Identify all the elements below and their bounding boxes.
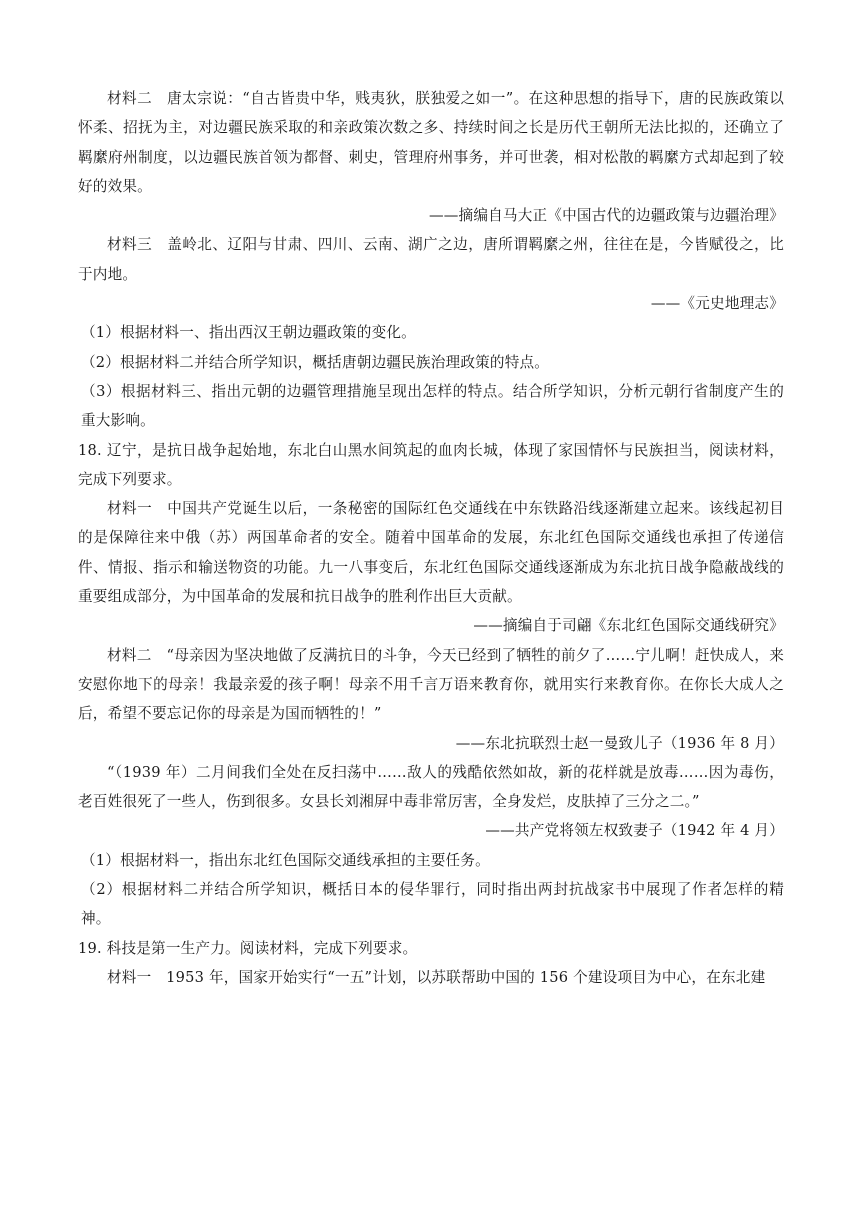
question-item: （2）根据材料二并结合所学知识，概括唐朝边疆民族治理政策的特点。 [81,353,550,371]
material-paragraph: 材料一 1953 年，国家开始实行“一五”计划，以苏联帮助中国的 156 个建设项目为中心，在东北建 [107,968,766,986]
question-item: （3）根据材料三、指出元朝的边疆管理措施呈现出怎样的特点。结合所学知识，分析元朝行省制度产生的重大影响。 [81,382,784,430]
question-item: （2）根据材料二并结合所学知识，概括日本的侵华罪行，同时指出两封抗战家书中展现了作者怎样的精神。 [81,881,784,928]
material-paragraph: 材料二 唐太宗说：“自古皆贵中华，贱夷狄，朕独爱之如一”。在这种思想的指导下，唐的民族政策以怀柔、招抚为主，对边疆民族采取的和亲政策次数之多、持续时间之长是历代王朝所无法比拟的，还确立了羁縻府州制度，以边疆民族首领为都督、刺史，管理府州事务，并可世袭，相对松散的羁縻方式却起到了较好的效果。 [78,90,784,195]
question-number-item: 18. 辽宁，是抗日战争起始地，东北白山黑水间筑起的血肉长城，体现了家国情怀与民族担当，阅读材料，完成下列要求。 [78,441,784,488]
source-citation: ——摘编自马大正《中国古代的边疆政策与边疆治理》 [428,207,784,225]
material-paragraph: “（1939 年）二月间我们全处在反扫荡中……敌人的残酷依然如故，新的花样就是放毒……因为毒伤，老百姓很死了一些人，伤到很多。女县长刘湘屏中毒非常厉害，全身发烂，皮肤掉了三分之二。” [78,763,784,811]
question-number-item: 19. 科技是第一生产力。阅读材料，完成下列要求。 [78,939,418,957]
question-item: （1）根据材料一，指出东北红色国际交通线承担的主要任务。 [81,851,490,869]
source-citation: ——摘编自于司翩《东北红色国际交通线研究》 [473,617,784,635]
document-page [78,84,784,992]
question-item: （1）根据材料一、指出西汉王朝边疆政策的变化。 [81,324,416,342]
source-citation: ——《元史地理志》 [650,295,784,313]
material-paragraph: 材料二 “母亲因为坚决地做了反满抗日的斗争，今天已经到了牺牲的前夕了……宁儿啊！赶快成人，来安慰你地下的母亲！我最亲爱的孩子啊！母亲不用千言万语来教育你，就用实行来教育你。在你长大成人之后，希望不要忘记你的母亲是为国而牺牲的！” [78,646,784,723]
source-citation: ——东北抗联烈士赵一曼致儿子（1936 年 8 月） [455,734,784,752]
material-paragraph: 材料三 盖岭北、辽阳与甘肃、四川、云南、湖广之边，唐所谓羁縻之州，往往在是，今皆赋役之，比于内地。 [78,236,784,283]
material-paragraph: 材料一 中国共产党诞生以后，一条秘密的国际红色交通线在中东铁路沿线逐渐建立起来。该线起初目的是保障往来中俄（苏）两国革命者的安全。随着中国革命的发展，东北红色国际交通线也承担了传递信件、情报、指示和输送物资的功能。九一八事变后，东北红色国际交通线逐渐成为东北抗日战争隐蔽战线的重要组成部分，为中国革命的发展和抗日战争的胜利作出巨大贡献。 [78,500,784,606]
source-citation: ——共产党将领左权致妻子（1942 年 4 月） [485,822,784,840]
